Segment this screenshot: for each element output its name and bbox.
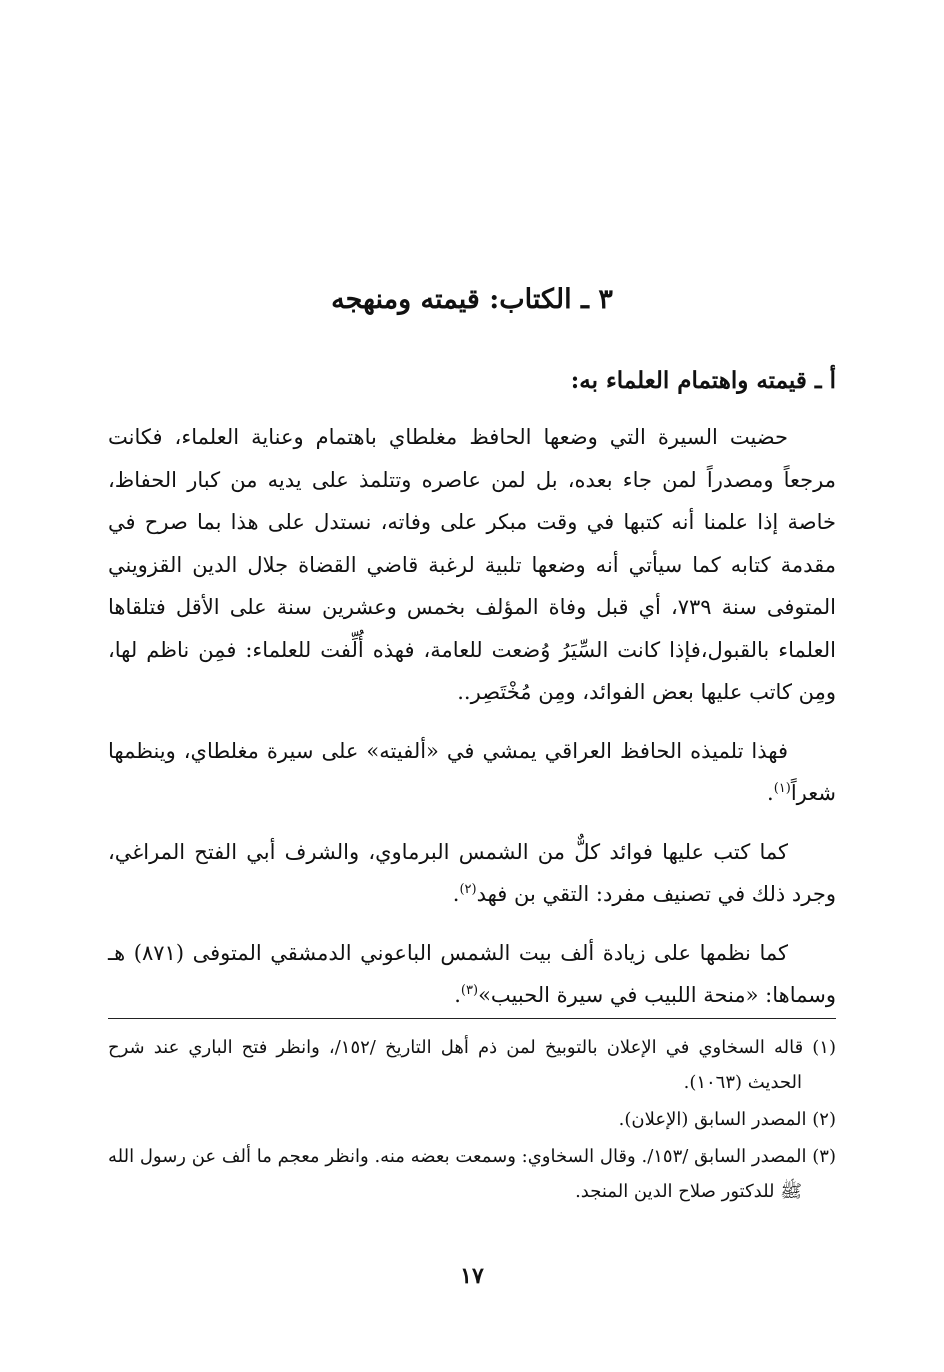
body-text bbox=[108, 416, 836, 1037]
footnotes bbox=[108, 1030, 836, 1211]
footnote-ref-1: (١) bbox=[773, 781, 791, 796]
paragraph-3-text: كما كتب عليها فوائد كلٌّ من الشمس البرماوي، والشرف أبي الفتح المراغي، وجرد ذلك في تصنيف مفرد: التقي بن فهد bbox=[108, 839, 836, 906]
footnote-divider bbox=[108, 1018, 836, 1019]
footnote-ref-3: (٣) bbox=[460, 983, 479, 998]
book-page bbox=[108, 0, 836, 1372]
section-title: ٣ ـ الكتاب: قيمته ومنهجه bbox=[331, 284, 613, 315]
paragraph-2: فهذا تلميذه الحافظ العراقي يمشي في «ألفيته» على سيرة مغلطاي، وينظمها شعراً$^{(١)}$. bbox=[108, 738, 836, 805]
page-number: ١٧ bbox=[460, 1263, 484, 1289]
footnote-3: (٣) المصدر السابق /١٥٣/. وقال السخاوي: وسمعت بعضه منه. وانظر معجم ما ألف عن رسول الله ﷺ للدكتور صلاح الدين المنجد. bbox=[108, 1146, 836, 1202]
paragraph-1 bbox=[108, 416, 836, 714]
footnote-1: (١) قاله السخاوي في الإعلان بالتوبيخ لمن ذم أهل التاريخ /١٥٢/، وانظر فتح الباري عند شرح الحديث (١٠٦٣). bbox=[108, 1037, 836, 1093]
footnote-ref-2: (٢) bbox=[459, 882, 477, 897]
footnote-2: (٢) المصدر السابق (الإعلان). bbox=[618, 1109, 836, 1130]
paragraph-3: كما كتب عليها فوائد كلٌّ من الشمس البرماوي، والشرف أبي الفتح المراغي، وجرد ذلك في تصنيف مفرد: التقي بن فهد$^{(٢)}$. bbox=[108, 839, 836, 906]
subsection-title: أ ـ قيمته واهتمام العلماء به: bbox=[570, 367, 836, 394]
paragraph-4-text: كما نظمها على زيادة ألف بيت الشمس الباعوني الدمشقي المتوفى (٨٧١) هـ وسماها: «منحة اللبيب في سيرة الحبيب» bbox=[108, 940, 836, 1007]
paragraph-1-text: حضيت السيرة التي وضعها الحافظ مغلطاي باهتمام وعناية العلماء، فكانت مرجعاً ومصدراً لمن جاء بعده، بل لمن عاصره وتتلمذ على يديه من كبار الحفاظ، خاصة إذا علمنا أنه كتبها في وقت مبكر على وفاته، نستدل على هذا بما صرح في مقدمة كتابه كما سيأتي أنه وضعها تلبية لرغبة قاضي القضاة جلال الدين القزويني المتوفى سنة ٧٣٩، أي قبل وفاة المؤلف بخمس وعشرين سنة على الأقل فتلقاها العلماء بالقبول،فإذا كانت السِّيَرُ وُضعت للعامة، فهذه أُلِّفت للعلماء: فمِن ناظم لها، ومِن كاتب عليها بعض الفوائد، ومِن مُخْتَصِر.. bbox=[108, 425, 836, 704]
paragraph-2-text: فهذا تلميذه الحافظ العراقي يمشي في «ألفيته» على سيرة مغلطاي، وينظمها شعراً bbox=[108, 738, 836, 805]
paragraph-4: كما نظمها على زيادة ألف بيت الشمس الباعوني الدمشقي المتوفى (٨٧١) هـ وسماها: «منحة اللبيب في سيرة الحبيب»$^{(٣)}$. bbox=[108, 940, 836, 1007]
